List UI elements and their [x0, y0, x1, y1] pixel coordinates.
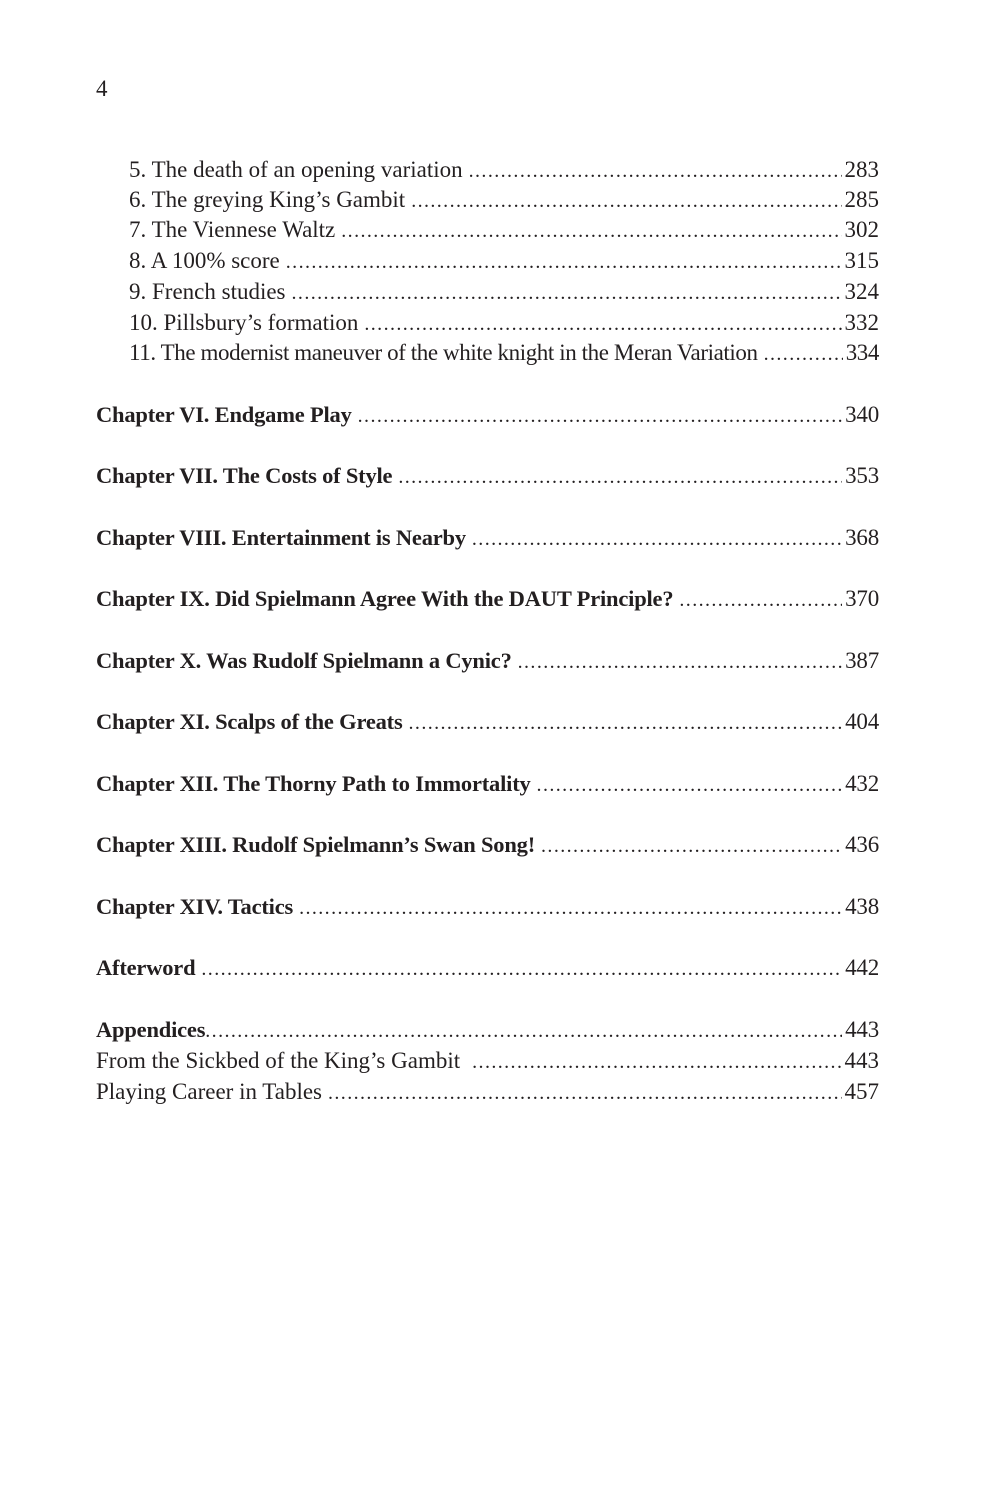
toc-entry-title: 5. The death of an opening variation [129, 157, 463, 182]
toc-chapter[interactable] [96, 892, 879, 923]
toc-chapter-page: 340 [845, 402, 879, 427]
toc-entry[interactable] [129, 215, 879, 246]
toc-chapter-title: Chapter VI. Endgame Play [96, 402, 352, 427]
dot-leader [341, 216, 841, 246]
toc-chapter[interactable] [96, 646, 879, 677]
toc-chapter-title: Chapter X. Was Rudolf Spielmann a Cynic? [96, 648, 512, 673]
toc-entry[interactable] [129, 246, 879, 277]
toc-chapter[interactable] [96, 400, 879, 431]
toc-entry-title: 11. The modernist maneuver of the white knight in the Meran Variation [129, 340, 758, 365]
dot-leader [764, 339, 843, 369]
toc-chapter-title: Chapter XIII. Rudolf Spielmann’s Swan Song! [96, 832, 536, 857]
toc-chapter-page: 353 [845, 463, 879, 488]
dot-leader [472, 1047, 841, 1077]
dot-leader [537, 770, 843, 800]
toc-chapter[interactable] [96, 953, 879, 984]
dot-leader [364, 309, 841, 339]
dot-leader [299, 893, 842, 923]
dot-leader [679, 585, 842, 615]
toc-entry-title: Playing Career in Tables [96, 1079, 322, 1104]
toc-entry-page: 302 [844, 217, 879, 242]
toc-chapter-page: 436 [845, 832, 879, 857]
toc-chapter-page: 368 [845, 525, 879, 550]
toc-entry-page: 283 [844, 157, 879, 182]
toc-entry-page: 457 [844, 1079, 879, 1104]
toc-entry[interactable] [129, 338, 879, 369]
toc-chapter-page: 432 [845, 771, 879, 796]
toc-entry-page: 334 [845, 340, 879, 365]
toc-appendix-entry[interactable] [96, 1077, 879, 1108]
dot-leader [472, 524, 842, 554]
toc-chapter-title: Chapter VIII. Entertainment is Nearby [96, 525, 466, 550]
dot-leader [411, 186, 841, 216]
toc-entry-page: 285 [844, 187, 879, 212]
toc-chapter-page: 438 [845, 894, 879, 919]
toc-chapter-title: Chapter IX. Did Spielmann Agree With the DAUT Principle? [96, 586, 674, 611]
toc-chapter[interactable] [96, 1015, 879, 1046]
toc-entry[interactable] [129, 185, 879, 216]
dot-leader [541, 831, 842, 861]
toc-appendix-entry[interactable] [96, 1046, 879, 1077]
toc-entry-title: 6. The greying King’s Gambit [129, 187, 406, 212]
toc-chapter-page: 370 [845, 586, 879, 611]
toc-chapter-page: 404 [845, 709, 879, 734]
toc-chapter-title: Chapter XIV. Tactics [96, 894, 294, 919]
toc-chapter[interactable] [96, 707, 879, 738]
toc-chapter-title: Chapter XII. The Thorny Path to Immortality [96, 771, 531, 796]
toc-entry-title: 9. French studies [129, 279, 286, 304]
toc-entry-title: From the Sickbed of the King’s Gambit [96, 1048, 461, 1073]
toc-chapter-page: 387 [845, 648, 879, 673]
toc-entry-page: 332 [844, 310, 879, 335]
toc-chapter-title: Appendices [96, 1017, 206, 1042]
toc-chapter-page: 442 [845, 955, 879, 980]
toc-entry-title: 8. A 100% score [129, 248, 280, 273]
toc-chapter[interactable] [96, 830, 879, 861]
toc-chapter[interactable] [96, 523, 879, 554]
dot-leader [398, 462, 842, 492]
toc-chapter[interactable] [96, 461, 879, 492]
toc-chapter-title: Afterword [96, 955, 196, 980]
dot-leader [469, 156, 842, 186]
dot-leader [201, 954, 842, 984]
toc-chapter-title: Chapter VII. The Costs of Style [96, 463, 393, 488]
page-number: 4 [96, 76, 108, 101]
toc-entry[interactable] [129, 308, 879, 339]
toc-entry-page: 315 [844, 248, 879, 273]
toc-entry[interactable] [129, 155, 879, 186]
toc-chapter[interactable] [96, 584, 879, 615]
dot-leader [286, 247, 842, 277]
dot-leader [292, 278, 842, 308]
dot-leader [518, 647, 842, 677]
toc-chapter-page: 443 [845, 1017, 879, 1042]
toc-entry-title: 10. Pillsbury’s formation [129, 310, 359, 335]
toc-chapter-title: Chapter XI. Scalps of the Greats [96, 709, 403, 734]
toc-entry-page: 443 [844, 1048, 879, 1073]
dot-leader [409, 708, 843, 738]
toc-entry-title: 7. The Viennese Waltz [129, 217, 336, 242]
toc-entry[interactable] [129, 277, 879, 308]
toc-chapter[interactable] [96, 769, 879, 800]
dot-leader [205, 1016, 842, 1046]
dot-leader [358, 401, 842, 431]
dot-leader [328, 1078, 842, 1108]
toc-entry-page: 324 [844, 279, 879, 304]
